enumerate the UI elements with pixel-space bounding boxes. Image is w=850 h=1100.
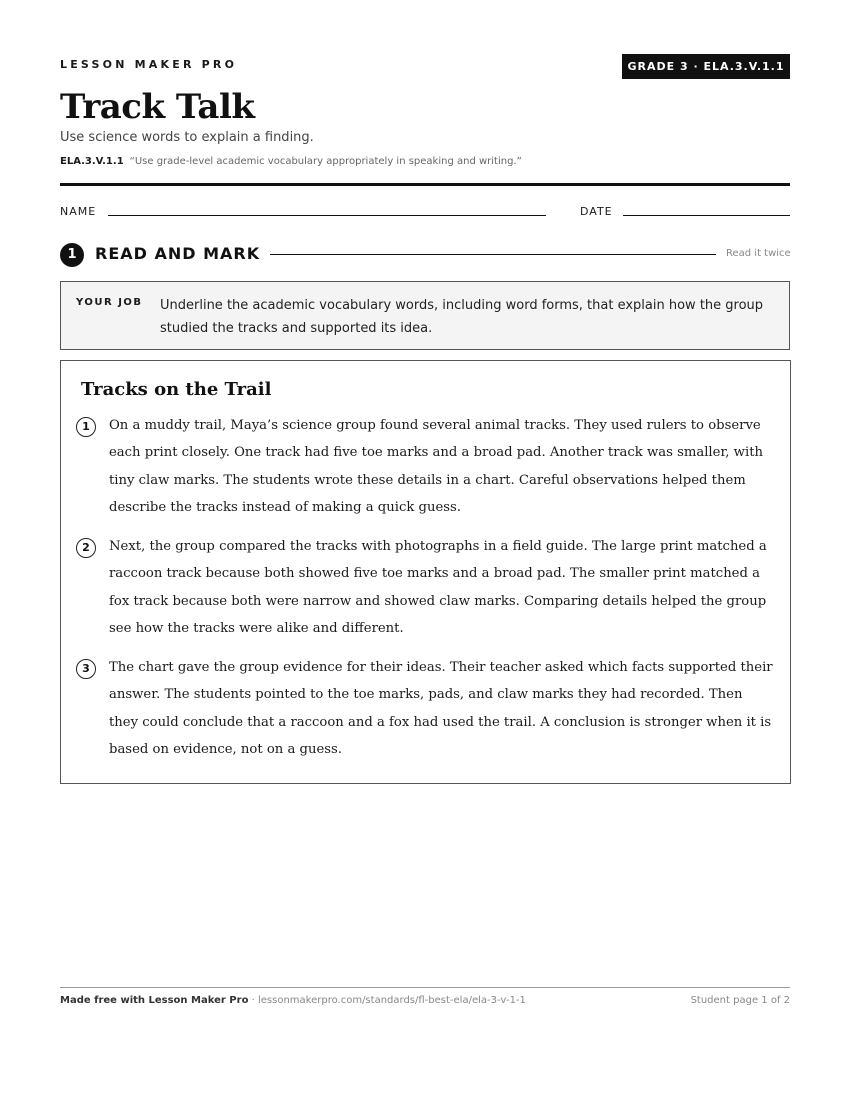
footer-credit [60, 995, 526, 1006]
reading-passage [60, 360, 791, 784]
name-label: NAME [60, 205, 97, 218]
section-divider [270, 254, 716, 255]
paragraph-number: 3 [76, 659, 96, 679]
page-subtitle: Use science words to explain a finding. [60, 130, 314, 145]
standard-line [60, 156, 522, 167]
name-field[interactable] [108, 215, 546, 216]
paragraph-number: 2 [76, 538, 96, 558]
date-field[interactable] [623, 215, 790, 216]
instructions-text: Underline the academic vocabulary words, including word forms, that explain how the group studied the tracks and supported its idea. [160, 298, 764, 336]
footer-url[interactable]: · lessonmakerpro.com/standards/fl-best-ela/ela-3-v-1-1 [248, 995, 526, 1006]
footer-divider [60, 987, 790, 988]
passage-title: Tracks on the Trail [81, 379, 272, 400]
date-label: DATE [580, 205, 613, 218]
paragraph-text[interactable]: Next, the group compared the tracks with photographs in a field guide. The large print matched a raccoon track because both showed five toe marks and a broad pad. The smaller print matched a fox track because both were narrow and showed claw marks. Comparing details helped the group see how the tracks were alike and different. [109, 539, 767, 636]
section-number-badge: 1 [60, 243, 84, 267]
page-indicator: Student page 1 of 2 [690, 995, 790, 1006]
section-title: READ AND MARK [95, 244, 261, 263]
paragraph-text[interactable]: On a muddy trail, Maya’s science group found several animal tracks. They used rulers to observe each print closely. One track had five toe marks and a broad pad. Another track was smaller, with tiny claw marks. The students wrote these details in a chart. Careful observations helped them describe the tracks instead of making a quick guess. [109, 418, 763, 515]
footer-made-with: Made free with Lesson Maker Pro [60, 995, 249, 1006]
page-title: Track Talk [60, 87, 255, 127]
grade-badge: GRADE 3 · ELA.3.V.1.1 [622, 54, 790, 79]
paragraph-number: 1 [76, 417, 96, 437]
paragraph-text[interactable]: The chart gave the group evidence for their ideas. Their teacher asked which facts supported their answer. The students pointed to the toe marks, pads, and claw marks they had recorded. Then they could conclude that a raccoon and a fox had used the trail. A conclusion is stronger when it is based on evidence, not on a guess. [109, 660, 773, 757]
standard-code: ELA.3.V.1.1 [60, 156, 124, 167]
brand-name: LESSON MAKER PRO [60, 58, 238, 71]
instructions-label: YOUR JOB [76, 297, 143, 308]
standard-text: “Use grade-level academic vocabulary appropriately in speaking and writing.” [129, 156, 522, 167]
section-note: Read it twice [726, 248, 791, 259]
instructions-box [60, 281, 790, 350]
header-divider [60, 183, 790, 186]
